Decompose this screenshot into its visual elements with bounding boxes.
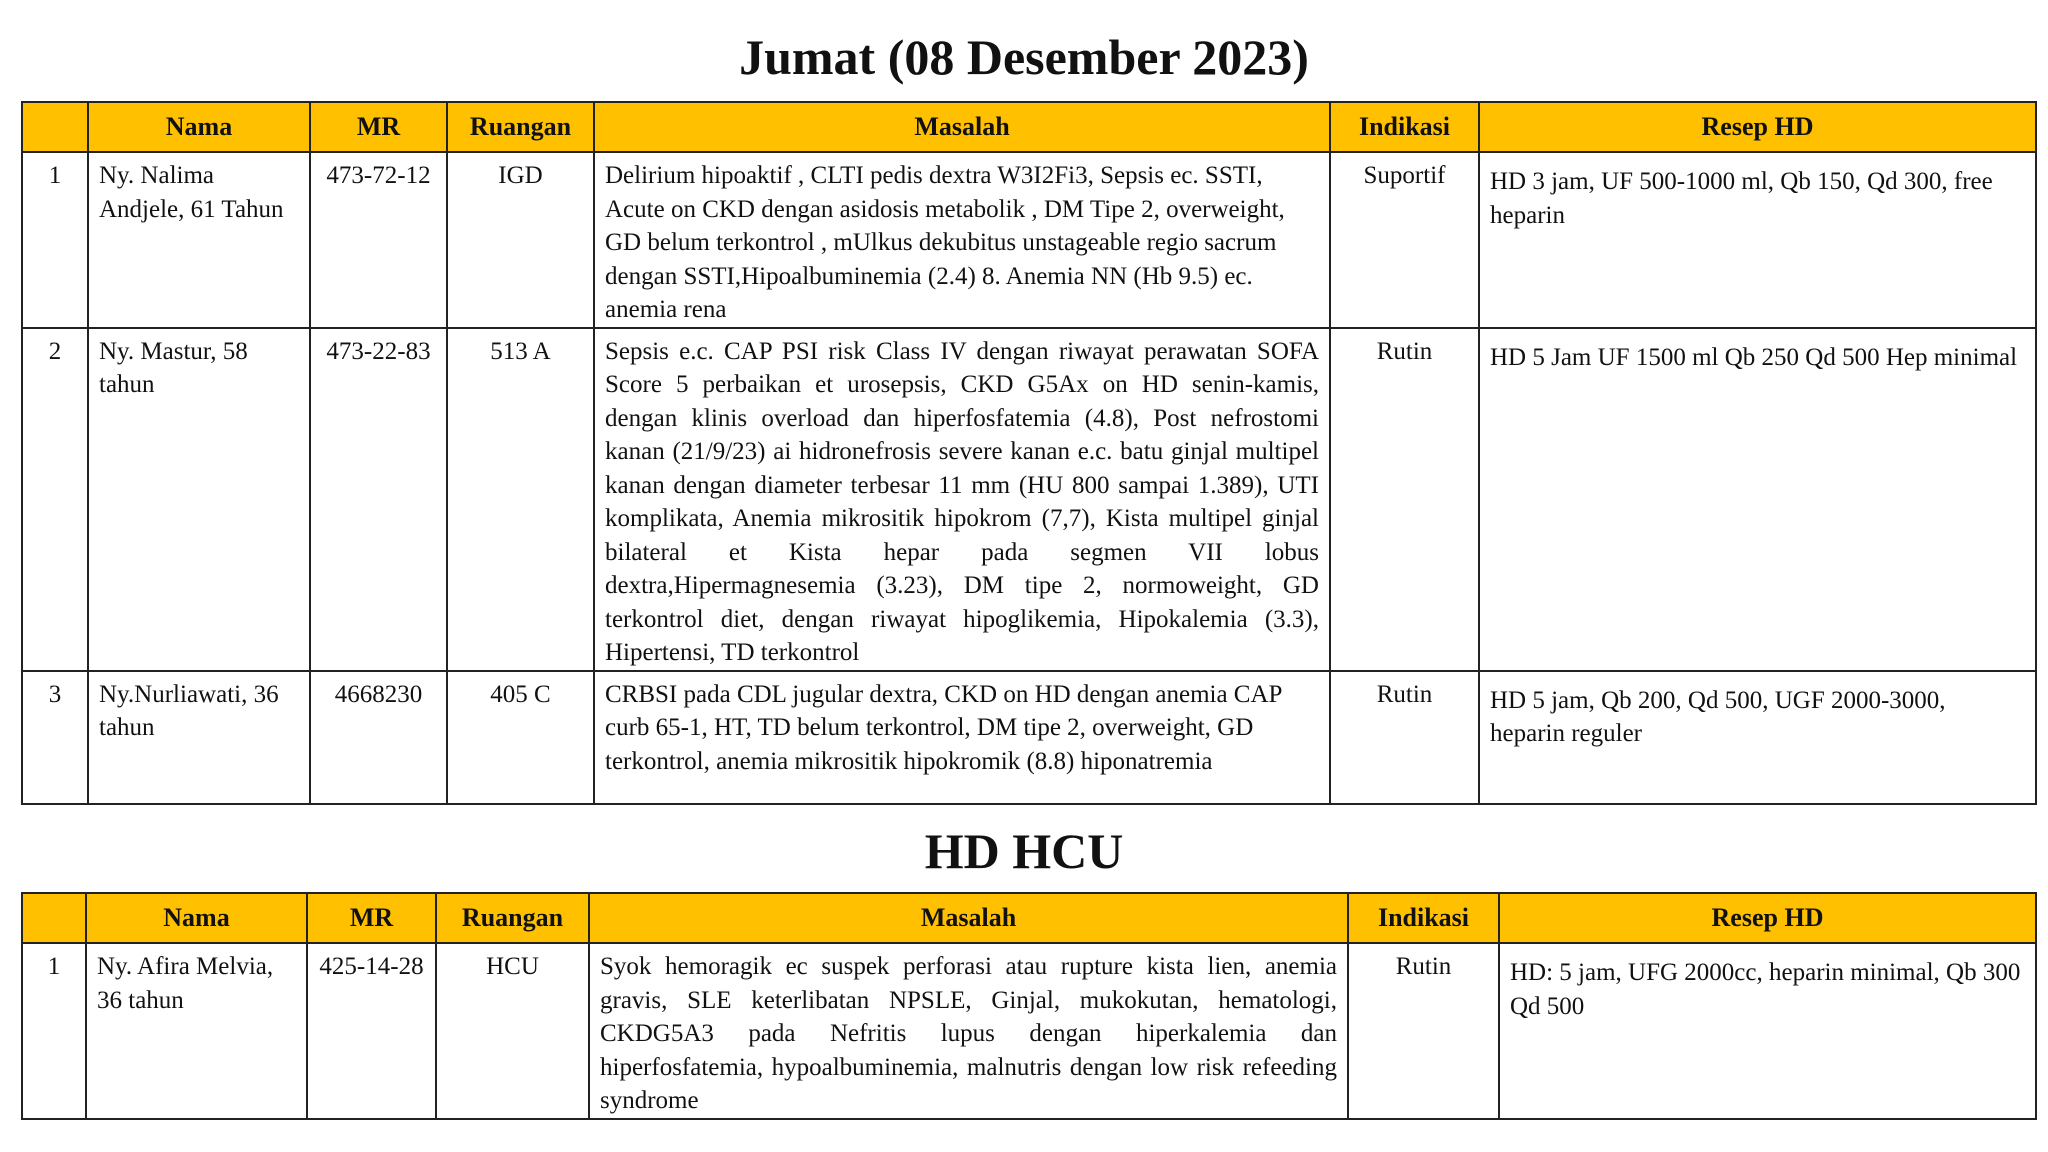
header-indikasi: Indikasi — [1348, 893, 1499, 943]
header-resep: Resep HD — [1479, 102, 2036, 152]
row-number: 3 — [22, 671, 88, 804]
row-number: 2 — [22, 328, 88, 671]
patient-name: Ny. Mastur, 58 tahun — [88, 328, 310, 671]
header-indikasi: Indikasi — [1330, 102, 1479, 152]
header-mr: MR — [310, 102, 447, 152]
room: 513 A — [447, 328, 594, 671]
header-ruangan: Ruangan — [447, 102, 594, 152]
page-title: Jumat (08 Desember 2023) — [739, 29, 1309, 85]
problem-list: Delirium hipoaktif , CLTI pedis dextra W3I2Fi3, Sepsis ec. SSTI, Acute on CKD dengan asidosis metabolik , DM Tipe 2, overweight, GD belum terkontrol , mUlkus dekubitus unstageable regio sacrum dengan SSTI,Hipoalbuminemia (2.4) 8. Anemia NN (Hb 9.5) ec. anemia rena — [594, 152, 1330, 328]
hd-prescription: HD 5 Jam UF 1500 ml Qb 250 Qd 500 Hep minimal — [1479, 328, 2036, 671]
header-no — [22, 102, 88, 152]
patient-name: Ny. Afira Melvia, 36 tahun — [86, 943, 307, 1119]
header-mr: MR — [307, 893, 436, 943]
patient-name: Ny. Nalima Andjele, 61 Tahun — [88, 152, 310, 328]
row-number: 1 — [22, 152, 88, 328]
header-masalah: Masalah — [589, 893, 1348, 943]
indication: Suportif — [1330, 152, 1479, 328]
hd-prescription: HD: 5 jam, UFG 2000cc, heparin minimal, Qb 300 Qd 500 — [1499, 943, 2036, 1119]
row-number: 1 — [22, 943, 86, 1119]
medical-record: 473-72-12 — [310, 152, 447, 328]
header-nama: Nama — [88, 102, 310, 152]
section-title-hcu: HD HCU — [924, 823, 1124, 879]
problem-list: Sepsis e.c. CAP PSI risk Class IV dengan riwayat perawatan SOFA Score 5 perbaikan et urosepsis, CKD G5Ax on HD senin-kamis, dengan klinis overload dan hiperfosfatemia (4.8), Post nefrostomi kanan (21/9/23) ai hidronefrosis severe kanan e.c. batu ginjal multipel kanan dengan diameter terbesar 11 mm (HU 800 sampai 1.389), UTI komplikata, Anemia mikrositik hipokrom (7,7), Kista multipel ginjal bilateral et Kista hepar pada segmen VII lobus dextra,Hipermagnesemia (3.23), DM tipe 2, normoweight, GD terkontrol diet, dengan riwayat hipoglikemia, Hipokalemia (3.3), Hipertensi, TD terkontrol — [594, 328, 1330, 671]
table-row — [22, 152, 2036, 328]
header-masalah: Masalah — [594, 102, 1330, 152]
header-no — [22, 893, 86, 943]
table-row — [22, 328, 2036, 671]
room: HCU — [436, 943, 589, 1119]
table-header-row — [22, 893, 2036, 943]
patient-name: Ny.Nurliawati, 36 tahun — [88, 671, 310, 804]
hd-hcu-table — [21, 892, 2037, 1120]
table-row — [22, 943, 2036, 1119]
header-resep: Resep HD — [1499, 893, 2036, 943]
indication: Rutin — [1330, 671, 1479, 804]
room: 405 C — [447, 671, 594, 804]
hd-prescription: HD 3 jam, UF 500-1000 ml, Qb 150, Qd 300, free heparin — [1479, 152, 2036, 328]
table-row — [22, 671, 2036, 804]
medical-record: 4668230 — [310, 671, 447, 804]
medical-record: 425-14-28 — [307, 943, 436, 1119]
problem-list: CRBSI pada CDL jugular dextra, CKD on HD dengan anemia CAP curb 65-1, HT, TD belum terkontrol, DM tipe 2, overweight, GD terkontrol, anemia mikrositik hipokromik (8.8) hiponatremia — [594, 671, 1330, 804]
header-ruangan: Ruangan — [436, 893, 589, 943]
room: IGD — [447, 152, 594, 328]
table-header-row — [22, 102, 2036, 152]
medical-record: 473-22-83 — [310, 328, 447, 671]
indication: Rutin — [1330, 328, 1479, 671]
problem-list: Syok hemoragik ec suspek perforasi atau rupture kista lien, anemia gravis, SLE keterlibatan NPSLE, Ginjal, mukokutan, hematologi, CKDG5A3 pada Nefritis lupus dengan hiperkalemia dan hiperfosfatemia, hypoalbuminemia, malnutris dengan low risk refeeding syndrome — [589, 943, 1348, 1119]
header-nama: Nama — [86, 893, 307, 943]
indication: Rutin — [1348, 943, 1499, 1119]
hd-schedule-table — [21, 101, 2037, 805]
hd-prescription: HD 5 jam, Qb 200, Qd 500, UGF 2000-3000, heparin reguler — [1479, 671, 2036, 804]
